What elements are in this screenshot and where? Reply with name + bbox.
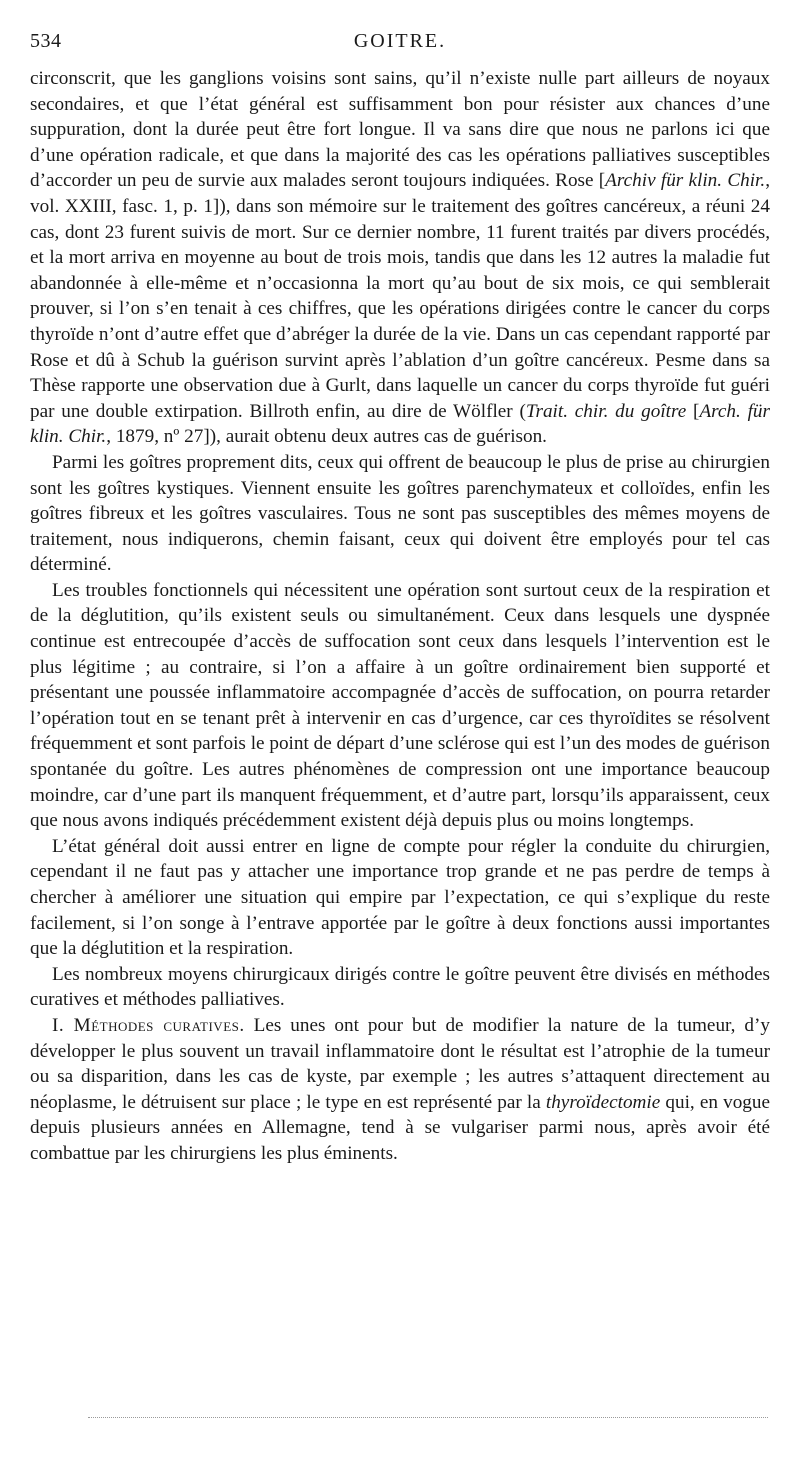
paragraph-moyens-chirurgicaux	[30, 962, 770, 1013]
document-page	[30, 30, 770, 1167]
text-segment: Les unes ont pour but de modifier la nature de la tumeur, d’y développer le plus souvent un travail inflammatoire dont le résultat est l’atrophie de la tumeur ou sa disparition, dans les cas de kyste, par exemple ; les autres s’attaquent directement au néoplasme, le détruisent sur place ; le type en est représenté par la	[30, 1014, 770, 1113]
page-number: 534	[30, 30, 62, 52]
term-thyroidectomie: thyroïdectomie	[545, 1091, 661, 1113]
page-header	[30, 30, 770, 52]
paragraph-etat-general	[30, 834, 770, 962]
paragraph-troubles-fonctionnels	[30, 578, 770, 834]
text-segment: [	[686, 400, 700, 422]
paragraph-goitres-proprement-dits	[30, 450, 770, 578]
text-segment: circonscrit, que les ganglions voisins sont sains, qu’il n’existe nulle part ailleurs de noyaux secondaires, et que l’état général est suffisamment bon pour résister aux chances d’une suppuration, dont la durée peut être fort longue. Il va sans dire que nous ne parlons ici que d’une opération radicale, et que dans la majorité des cas les opérations palliatives susceptibles d’accorder un peu de survie aux malades seront toujours indiquées. Rose [	[30, 68, 770, 192]
text-segment: L’état général doit aussi entrer en ligne de compte pour régler la conduite du chirurgien, cependant il ne faut pas y attacher une importance trop grande et ne pas perdre de temps à chercher à améliorer une situation qui empire par l’expectation, ce qui s’explique du reste facilement, si l’on songe à l’entrave apportée par le goître à deux fonctions aussi importantes que la déglutition et la respiration.	[30, 835, 770, 960]
footer-dotted-rule	[88, 1417, 768, 1418]
text-segment: Les nombreux moyens chirurgicaux dirigés contre le goître peuvent être divisés en méthodes curatives et méthodes palliatives.	[30, 963, 770, 1011]
text-segment: Les troubles fonctionnels qui nécessitent une opération sont surtout ceux de la respiration et de la déglutition, qu’ils existent seuls ou simultanément. Ceux dans lesquels une dyspnée continue est entrecoupée d’accès de suffocation sont ceux dans lesquels l’intervention est le plus légitime ; au contraire, si l’on a affaire à un goître ordinairement bien supporté et présentant une poussée inflammatoire accompagnée d’accès de suffocation, on pourra retarder l’opération tout en se tenant prêt à intervenir en cas d’urgence, car ces thyroïdites se résolvent fréquemment et sont parfois le point de départ d’une sclérose qui est l’un des modes de guérison spontanée du goître. Les autres phénomènes de compression ont une importance beaucoup moindre, car d’une part ils manquent fréquemment, et d’autre part, lorsqu’ils apparaissent, ceux que nous avons indiqués précédemment existent déjà depuis plus ou moins longtemps.	[30, 579, 770, 832]
text-segment: , vol. XXIII, fasc. 1, p. 1]), dans son mémoire sur le traitement des goîtres cancéreux, a réuni 24 cas, dont 23 furent suivis de mort. Sur ce dernier nombre, 11 furent traités par divers procédés, et la mort arriva en moyenne au bout de trois mois, tandis que dans les 12 autres la maladie fut abandonnée à elle-même et n’occasionna la mort qu’au bout de six mois, ce qui semblerait prouver, si l’on s’en tenait à ces chiffres, que les opérations dirigées contre le cancer du corps thyroïde n’ont d’autre effet que d’abréger la durée de la vie. Dans un cas cependant rapporté par Rose et dû à Schub la guérison survint après l’ablation d’un goître cancéreux. Pesme dans sa Thèse rapporte une observation due à Gurlt, dans laquelle un cancer du corps thyroïde fut guéri par une double extirpation. Billroth enfin, au dire de Wölfler (	[30, 170, 770, 422]
text-segment: Parmi les goîtres proprement dits, ceux qui offrent de beaucoup le plus de prise au chirurgien sont les goîtres kystiques. Viennent ensuite les goîtres parenchymateux et colloïdes, enfin les goîtres fibreux et les goîtres vasculaires. Tous ne sont pas susceptibles des mêmes moyens de traitement, nous indiquerons, chemin faisant, ceux qui doivent être employés pour tel cas déterminé.	[30, 451, 770, 576]
citation-trait-chir-du-goitre: Trait. chir. du goître	[525, 400, 687, 422]
text-segment: , 1879, nº 27]), aurait obtenu deux autres cas de guérison.	[106, 426, 547, 448]
paragraph-rose-cancer-cases	[30, 66, 770, 450]
paragraph-methodes-curatives	[30, 1013, 770, 1167]
citation-archiv-fur-klin-chir: Archiv für klin. Chir.	[605, 170, 766, 192]
text-segment: qui, en vogue depuis plusieurs années en Allemagne, tend à se vulgariser parmi nous, après avoir été combattue par les chirurgiens les plus éminents.	[30, 1091, 770, 1164]
citation-arch-fur-klin-chir: Arch. für klin. Chir.	[30, 400, 770, 448]
running-title: GOITRE.	[353, 30, 447, 52]
section-heading-methodes-curatives: I. Méthodes curatives.	[52, 1014, 245, 1036]
body-text	[30, 66, 770, 1167]
